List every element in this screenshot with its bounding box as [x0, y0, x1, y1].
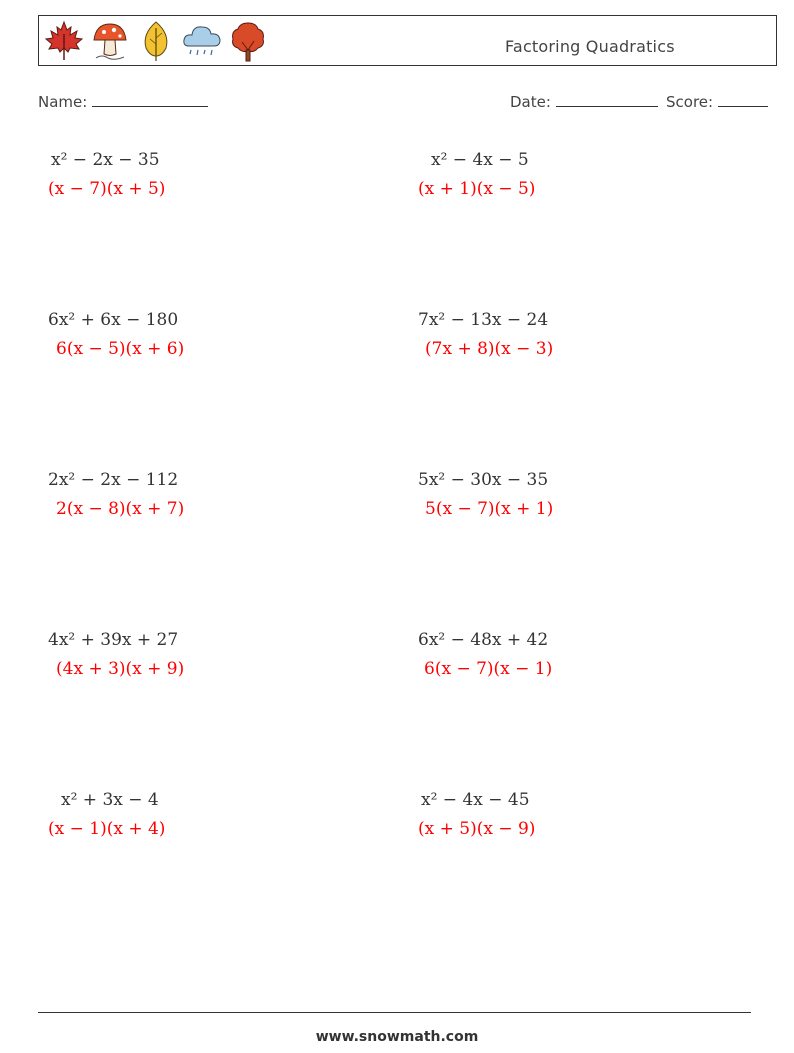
- problem-question: 4x² + 39x + 27: [48, 630, 179, 650]
- problem-question: x² + 3x − 4: [61, 790, 159, 810]
- score-blank[interactable]: [718, 94, 768, 107]
- mushroom-icon: [89, 19, 131, 63]
- problem-question: 6x² − 48x + 42: [418, 630, 549, 650]
- problem-question: 7x² − 13x − 24: [418, 310, 549, 330]
- yellow-leaf-icon: [135, 19, 177, 63]
- name-label: Name:: [38, 93, 88, 111]
- maple-leaf-icon: [43, 19, 85, 63]
- problem-question: 6x² + 6x − 180: [48, 310, 179, 330]
- footer-url: www.snowmath.com: [315, 1029, 479, 1045]
- problem-answer: (x − 7)(x + 5): [48, 179, 166, 199]
- name-blank[interactable]: [92, 94, 208, 107]
- autumn-tree-icon: [227, 19, 269, 63]
- problem-answer: 2(x − 8)(x + 7): [56, 499, 185, 519]
- problem-answer: (4x + 3)(x + 9): [56, 659, 185, 679]
- problem-answer: (x + 5)(x − 9): [418, 819, 536, 839]
- problem-question: 5x² − 30x − 35: [418, 470, 549, 490]
- problem-question: 2x² − 2x − 112: [48, 470, 179, 490]
- problem-answer: (x − 1)(x + 4): [48, 819, 166, 839]
- score-label: Score:: [666, 93, 714, 111]
- worksheet-title: Factoring Quadratics: [505, 37, 675, 56]
- problem-answer: (7x + 8)(x − 3): [425, 339, 554, 359]
- date-field: [510, 93, 658, 111]
- date-label: Date:: [510, 93, 551, 111]
- date-blank[interactable]: [556, 94, 658, 107]
- problem-answer: (x + 1)(x − 5): [418, 179, 536, 199]
- name-field: [38, 93, 208, 111]
- problem-question: x² − 4x − 45: [421, 790, 530, 810]
- rain-cloud-icon: [181, 19, 223, 63]
- problem-answer: 6(x − 7)(x − 1): [424, 659, 553, 679]
- header-icons: [43, 19, 269, 63]
- problem-question: x² − 4x − 5: [431, 150, 529, 170]
- score-field: [666, 93, 768, 111]
- problem-question: x² − 2x − 35: [51, 150, 160, 170]
- worksheet-header: [38, 15, 777, 66]
- problem-answer: 5(x − 7)(x + 1): [425, 499, 554, 519]
- problem-answer: 6(x − 5)(x + 6): [56, 339, 185, 359]
- footer-divider: [38, 1012, 751, 1013]
